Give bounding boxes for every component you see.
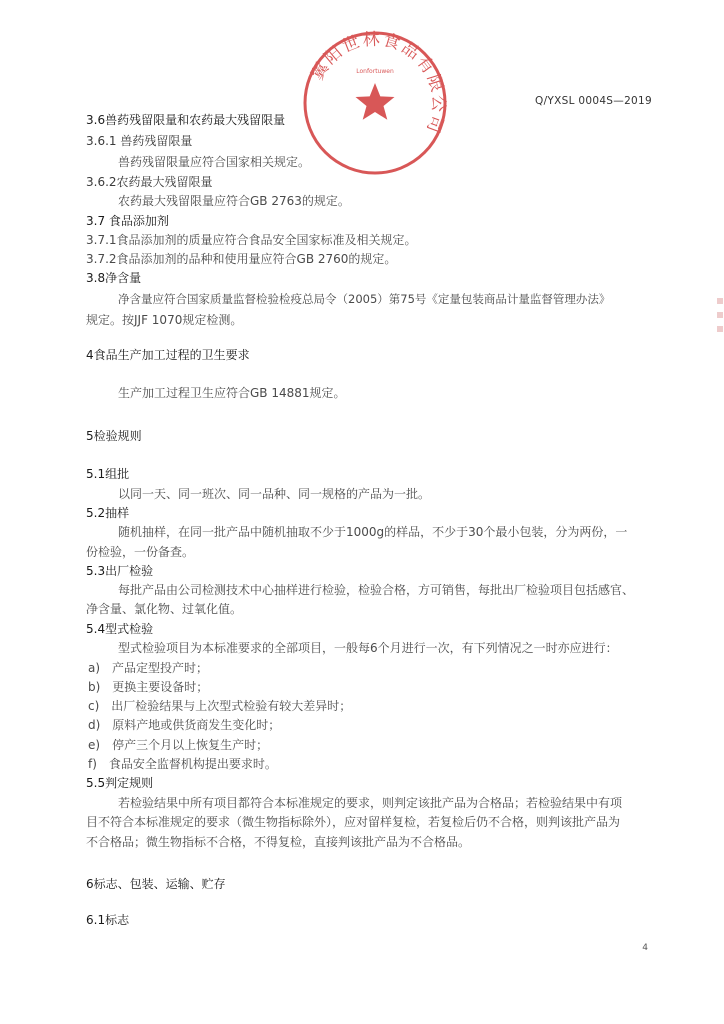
section-5-5-text-cont1: 目不符合本标准规定的要求（微生物指标除外），应对留样复检，若复检后仍不合格，则判该批产品为 — [86, 815, 621, 829]
seal-star-icon — [356, 83, 395, 120]
section-5-5-heading: 5.5判定规则 — [86, 776, 154, 790]
section-5-3-heading: 5.3出厂检验 — [86, 564, 154, 578]
section-6-heading: 6标志、包装、运输、贮存 — [86, 877, 226, 891]
section-5-2-text-cont: 份检验，一份备查。 — [86, 545, 195, 559]
section-4-heading: 4食品生产加工过程的卫生要求 — [86, 348, 250, 362]
section-5-3-text: 每批产品由公司检测技术中心抽样进行检验，检验合格，方可销售，每批出厂检验项目包括感官、 — [118, 583, 635, 597]
section-5-5-text: 若检验结果中所有项目都符合本标准规定的要求，则判定该批产品为合格品；若检验结果中有项 — [118, 796, 623, 810]
section-3-6-2-heading: 3.6.2农药最大残留限量 — [86, 175, 213, 189]
list-item-e: e) 停产三个月以上恢复生产时； — [88, 738, 269, 752]
section-5-2-text: 随机抽样，在同一批产品中随机抽取不少于1000g的样品，不少于30个最小包装，分为两份，一 — [118, 525, 628, 539]
seal-inner-text: Lonfortuwen — [356, 68, 394, 75]
section-5-4-heading: 5.4型式检验 — [86, 622, 154, 636]
section-6-1-heading: 6.1标志 — [86, 913, 130, 927]
seal-text: 翼阳世林食品有限公司 — [307, 29, 449, 138]
document-code: Q/YXSL 0004S—2019 — [535, 95, 652, 107]
section-5-1-text: 以同一天、同一班次、同一品种、同一规格的产品为一批。 — [118, 487, 431, 501]
section-5-5-text-cont2: 不合格品；微生物指标不合格，不得复检，直接判该批产品为不合格品。 — [86, 835, 471, 849]
list-item-a: a) 产品定型投产时； — [88, 661, 209, 675]
page-edge-stamp-mark — [714, 290, 724, 370]
section-3-8-text: 净含量应符合国家质量监督检验检疫总局令（2005）第75号《定量包装商品计量监督管理办法》 — [118, 292, 611, 306]
section-5-heading: 5检验规则 — [86, 429, 142, 443]
section-3-8-heading: 3.8净含量 — [86, 271, 142, 285]
company-seal — [300, 28, 450, 178]
section-3-7-2-text: 3.7.2食品添加剂的品种和使用量应符合GB 2760的规定。 — [86, 252, 397, 266]
section-3-6-heading: 3.6兽药残留限量和农药最大残留限量 — [86, 113, 286, 127]
section-3-7-heading: 3.7 食品添加剂 — [86, 214, 169, 228]
section-5-1-heading: 5.1组批 — [86, 467, 130, 481]
list-item-d: d) 原料产地或供货商发生变化时； — [88, 718, 281, 732]
svg-text:翼阳世林食品有限公司 — [308, 30, 449, 137]
list-item-b: b) 更换主要设备时； — [88, 680, 209, 694]
section-3-6-2-text: 农药最大残留限量应符合GB 2763的规定。 — [118, 194, 350, 208]
section-5-4-text: 型式检验项目为本标准要求的全部项目，一般每6个月进行一次，有下列情况之一时亦应进行： — [118, 641, 618, 655]
section-3-8-text-cont: 规定。按JJF 1070规定检测。 — [86, 313, 243, 327]
section-3-6-1-text: 兽药残留限量应符合国家相关规定。 — [118, 155, 311, 169]
section-4-text: 生产加工过程卫生应符合GB 14881规定。 — [118, 386, 346, 400]
section-3-6-1-heading: 3.6.1 兽药残留限量 — [86, 134, 193, 148]
section-5-2-heading: 5.2抽样 — [86, 506, 130, 520]
list-item-f: f) 食品安全监督机构提出要求时。 — [88, 757, 277, 771]
list-item-c: c) 出厂检验结果与上次型式检验有较大差异时； — [88, 699, 352, 713]
section-3-7-1-text: 3.7.1食品添加剂的质量应符合食品安全国家标准及相关规定。 — [86, 233, 417, 247]
page-number: 4 — [642, 943, 648, 953]
section-5-3-text-cont: 净含量、氯化物、过氧化值。 — [86, 602, 243, 616]
